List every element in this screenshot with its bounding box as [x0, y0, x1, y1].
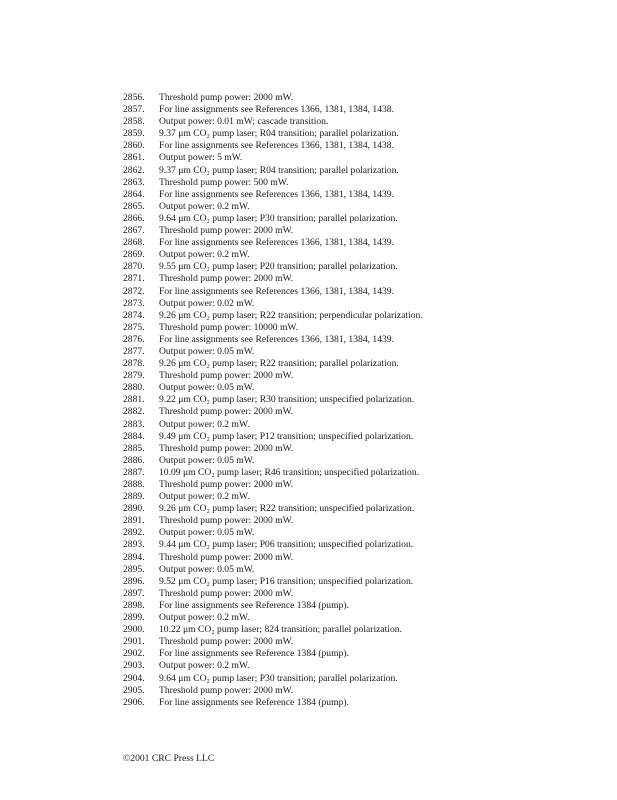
note-text: Output power: 0.05 mW. [159, 382, 255, 394]
note-text: 10.22 μm CO₂ pump laser; 824 transition; parallel polarization. [159, 624, 402, 636]
note-number: 2866. [123, 212, 145, 224]
note-text: For line assignments see References 1366, 1381, 1384, 1438. [159, 140, 395, 152]
note-item [123, 467, 583, 479]
note-text: Threshold pump power: 2000 mW. [159, 684, 294, 696]
note-text: 9.22 μm CO₂ pump laser; R30 transition; unspecified polarization. [159, 394, 415, 406]
note-number: 2876. [123, 333, 145, 345]
note-text: Threshold pump power: 2000 mW. [159, 636, 294, 648]
note-item [123, 624, 583, 636]
note-number: 2905. [123, 684, 145, 696]
note-item [123, 600, 583, 612]
note-item [123, 588, 583, 600]
note-number: 2864. [123, 188, 145, 200]
note-text: 9.55 μm CO₂ pump laser; P20 transition; parallel polarization. [159, 261, 398, 273]
note-number: 2880. [123, 382, 145, 394]
note-number: 2869. [123, 249, 145, 261]
note-item [123, 394, 583, 406]
note-item [123, 503, 583, 515]
note-number: 2894. [123, 551, 145, 563]
note-item [123, 298, 583, 310]
note-text: Output power: 0.2 mW. [159, 660, 250, 672]
note-text: 10.09 μm CO₂ pump laser; R46 transition; unspecified polarization. [159, 466, 420, 478]
note-text: Output power: 0.05 mW. [159, 563, 255, 575]
note-text: 9.64 μm CO₂ pump laser; P30 transition; parallel polarization. [159, 212, 398, 224]
note-item [123, 177, 583, 189]
note-text: For line assignments see Reference 1384 (pump). [159, 696, 349, 708]
note-text: Output power: 0.2 mW. [159, 418, 250, 430]
note-number: 2862. [123, 164, 145, 176]
note-text: 9.26 μm CO₂ pump laser; R22 transition; parallel polarization. [159, 358, 399, 370]
note-number: 2867. [123, 225, 145, 237]
note-number: 2902. [123, 648, 145, 660]
note-item [123, 564, 583, 576]
note-text: Output power: 0.2 mW. [159, 491, 250, 503]
note-item [123, 370, 583, 382]
note-number: 2899. [123, 612, 145, 624]
note-text: 9.37 μm CO₂ pump laser; R04 transition; parallel polarization. [159, 164, 399, 176]
note-item [123, 165, 583, 177]
note-text: Threshold pump power: 10000 mW. [159, 321, 299, 333]
note-text: Threshold pump power: 2000 mW. [159, 587, 294, 599]
note-number: 2889. [123, 491, 145, 503]
note-number: 2878. [123, 358, 145, 370]
note-number: 2891. [123, 515, 145, 527]
note-text: Output power: 0.2 mW. [159, 249, 250, 261]
note-item [123, 443, 583, 455]
note-text: Output power: 0.05 mW. [159, 527, 255, 539]
note-number: 2860. [123, 140, 145, 152]
note-item [123, 201, 583, 213]
note-number: 2883. [123, 418, 145, 430]
note-text: Output power: 5 mW. [159, 152, 243, 164]
note-text: Output power: 0.2 mW. [159, 200, 250, 212]
note-item [123, 685, 583, 697]
note-text: 9.44 μm CO₂ pump laser; P06 transition; unspecified polarization. [159, 539, 414, 551]
copyright-footer: ©2001 CRC Press LLC [123, 753, 215, 764]
note-number: 2872. [123, 285, 145, 297]
note-number: 2885. [123, 442, 145, 454]
note-number: 2895. [123, 563, 145, 575]
note-item [123, 189, 583, 201]
note-item [123, 479, 583, 491]
note-text: Threshold pump power: 500 mW. [159, 176, 289, 188]
note-number: 2868. [123, 237, 145, 249]
note-text: For line assignments see References 1366, 1381, 1384, 1439. [159, 188, 395, 200]
note-number: 2900. [123, 624, 145, 636]
note-text: Threshold pump power: 2000 mW. [159, 273, 294, 285]
note-number: 2884. [123, 430, 145, 442]
note-text: Threshold pump power: 2000 mW. [159, 92, 294, 103]
note-text: 9.64 μm CO₂ pump laser; P30 transition; parallel polarization. [159, 672, 398, 684]
note-item [123, 358, 583, 370]
note-number: 2865. [123, 200, 145, 212]
note-text: Output power: 0.05 mW. [159, 345, 255, 357]
note-number: 2877. [123, 345, 145, 357]
note-text: Threshold pump power: 2000 mW. [159, 515, 294, 527]
note-item [123, 673, 583, 685]
note-number: 2863. [123, 176, 145, 188]
note-item [123, 225, 583, 237]
note-item [123, 539, 583, 551]
note-text: For line assignments see References 1366, 1381, 1384, 1439. [159, 237, 395, 249]
note-item [123, 116, 583, 128]
note-item [123, 261, 583, 273]
note-item [123, 431, 583, 443]
note-item [123, 346, 583, 358]
note-number: 2858. [123, 116, 145, 128]
note-text: Threshold pump power: 2000 mW. [159, 370, 294, 382]
note-item [123, 128, 583, 140]
note-number: 2875. [123, 321, 145, 333]
note-text: Output power: 0.02 mW. [159, 297, 255, 309]
note-text: 9.52 μm CO₂ pump laser; P16 transition; unspecified polarization. [159, 575, 414, 587]
note-item [123, 576, 583, 588]
note-item [123, 455, 583, 467]
note-item [123, 648, 583, 660]
note-item [123, 334, 583, 346]
note-text: For line assignments see References 1366, 1381, 1384, 1438. [159, 104, 395, 116]
note-number: 2888. [123, 479, 145, 490]
note-number: 2903. [123, 660, 145, 672]
notes-list [123, 92, 583, 709]
note-text: Output power: 0.05 mW. [159, 454, 255, 466]
note-item [123, 237, 583, 249]
note-number: 2886. [123, 454, 145, 466]
note-item [123, 140, 583, 152]
note-item [123, 249, 583, 261]
note-item [123, 636, 583, 648]
note-text: For line assignments see Reference 1384 (pump). [159, 599, 349, 611]
note-item [123, 697, 583, 709]
note-text: For line assignments see References 1366, 1381, 1384, 1439. [159, 285, 395, 297]
note-text: Output power: 0.01 mW; cascade transition. [159, 116, 329, 128]
note-text: 9.26 μm CO₂ pump laser; R22 transition; perpendicular polarization. [159, 309, 423, 321]
note-text: 9.37 μm CO₂ pump laser; R04 transition; parallel polarization. [159, 128, 399, 140]
note-item [123, 310, 583, 322]
note-item [123, 92, 583, 104]
note-item [123, 213, 583, 225]
note-item [123, 104, 583, 116]
note-number: 2906. [123, 696, 145, 708]
note-item [123, 660, 583, 672]
note-number: 2892. [123, 527, 145, 539]
note-item [123, 286, 583, 298]
note-text: Threshold pump power: 2000 mW. [159, 479, 294, 490]
note-text: Threshold pump power: 2000 mW. [159, 551, 294, 563]
note-number: 2879. [123, 370, 145, 382]
note-number: 2904. [123, 672, 145, 684]
note-number: 2873. [123, 297, 145, 309]
note-text: 9.26 μm CO₂ pump laser; R22 transition; unspecified polarization. [159, 503, 415, 515]
note-item [123, 612, 583, 624]
note-number: 2856. [123, 92, 145, 103]
note-number: 2901. [123, 636, 145, 648]
note-number: 2897. [123, 587, 145, 599]
note-item [123, 527, 583, 539]
note-number: 2893. [123, 539, 145, 551]
note-number: 2857. [123, 104, 145, 116]
note-number: 2881. [123, 394, 145, 406]
note-text: 9.49 μm CO₂ pump laser; P12 transition; unspecified polarization. [159, 430, 414, 442]
note-text: For line assignments see References 1366, 1381, 1384, 1439. [159, 333, 395, 345]
note-item [123, 322, 583, 334]
note-text: Threshold pump power: 2000 mW. [159, 406, 294, 418]
note-item [123, 491, 583, 503]
note-number: 2898. [123, 599, 145, 611]
note-item [123, 382, 583, 394]
note-text: Threshold pump power: 2000 mW. [159, 442, 294, 454]
note-item [123, 552, 583, 564]
note-number: 2887. [123, 466, 145, 478]
note-item [123, 152, 583, 164]
note-number: 2890. [123, 503, 145, 515]
note-number: 2861. [123, 152, 145, 164]
note-item [123, 515, 583, 527]
note-number: 2859. [123, 128, 145, 140]
note-number: 2871. [123, 273, 145, 285]
note-text: Threshold pump power: 2000 mW. [159, 225, 294, 237]
note-item [123, 406, 583, 418]
note-number: 2870. [123, 261, 145, 273]
note-text: For line assignments see Reference 1384 (pump). [159, 648, 349, 660]
note-number: 2896. [123, 575, 145, 587]
note-item [123, 273, 583, 285]
note-number: 2874. [123, 309, 145, 321]
note-text: Output power: 0.2 mW. [159, 612, 250, 624]
note-item [123, 419, 583, 431]
note-number: 2882. [123, 406, 145, 418]
